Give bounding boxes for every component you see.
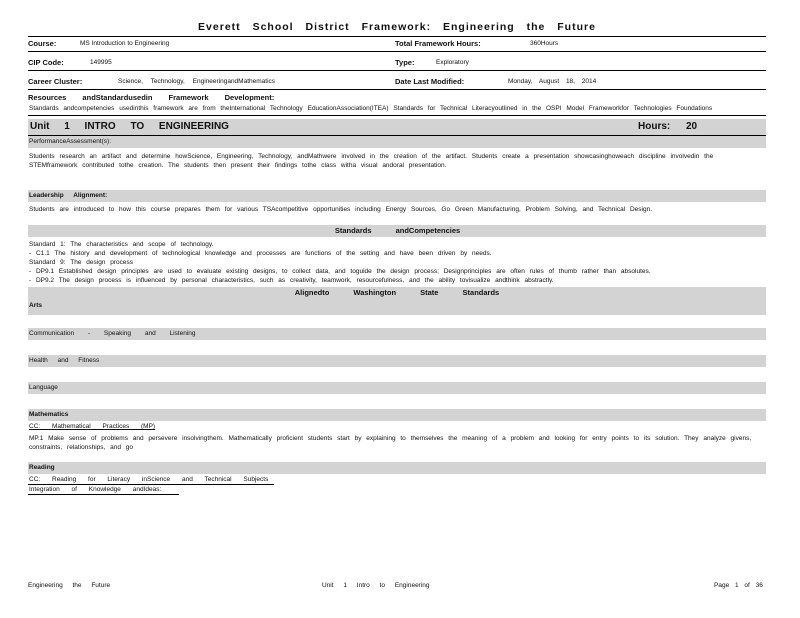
resources-text: Standards andcompetencies usedinthis framework are from theInternational Technology EducationAssociation(ITEA) Standards for Technical Literacyoutlined in the OSPI Model Frameworkfor Technologies Foundations (29, 105, 713, 112)
footer-page-number: Page 1 of 36 (714, 582, 763, 589)
reading-cc: CC: Reading for Literacy inScience and Technical Subjects (28, 475, 274, 485)
competency-dp9-2: - DP9.2 The design process is influenced by personal characteristics, such as creativity, teamwork, resourcefulness, and the ability tovisualize andthink abstractly. (29, 277, 554, 284)
performance-text: Students research an artifact and determine howScience, Engineering, Technology, andMathwere involved in the creation of the artifact. Students create a presentation showcasinghoweach discipline involvedin the STEMframework contributed tothe creation. The students then present their findings tothe class witha visual andoral presentation. (29, 153, 714, 169)
math-practice-text: MP.1 Make sense of problems and persevere insolvingthem. Mathematically proficient students start by explaining to themselves the meaning of a problem and looking for entry points to its solution. They analyze givens, constraints, relationships, and go (29, 435, 752, 451)
cip-value: 149995 (90, 59, 112, 66)
standard-9: Standard 9: The design process (29, 259, 134, 266)
subject-arts: Arts (29, 302, 43, 309)
type-label: Type: (395, 58, 415, 67)
course-row (28, 37, 766, 52)
standards-list (28, 237, 766, 285)
course-label: Course: (28, 39, 57, 48)
aligned-section (28, 287, 766, 315)
math-cc: CC: Mathematical Practices (MP) (29, 423, 156, 430)
total-hours-label: Total Framework Hours: (395, 39, 481, 48)
total-hours-value: 360Hours (530, 40, 559, 47)
subject-mathematics: Mathematics (28, 409, 766, 421)
career-value: Science, Technology, EngineeringandMathematics (118, 78, 276, 85)
resources-heading: Resources andStandardusedin Framework Development: (28, 93, 275, 102)
course-value: MS Introduction to Engineering (80, 40, 170, 47)
subject-reading: Reading (28, 462, 766, 474)
date-label: Date Last Modified: (395, 77, 465, 86)
unit-header (28, 119, 766, 136)
leadership-text: Students are introduced to how this course prepares them for various TSAcompetitive opportunities including Energy Sources, Go Green Manufacturing, Problem Solving, and Technical Design. (29, 206, 653, 213)
cip-row (28, 56, 766, 71)
document-title: Everett School District Framework: Engineering the Future (28, 18, 766, 37)
aligned-heading: Alignedto Washington State Standards (294, 288, 500, 297)
unit-title: Unit 1 INTRO TO ENGINEERING (30, 121, 229, 132)
competency-c1-1: - C1.1 The history and development of technological knowledge and processes are functions of the setting and have been driven by needs. (29, 250, 492, 257)
performance-heading: PerformanceAssessment(s): (28, 136, 766, 148)
cip-label: CIP Code: (28, 58, 64, 67)
resources-section (28, 90, 766, 116)
reading-integration: Integration of Knowledge andIdeas: (28, 485, 179, 495)
subject-communication: Communication - Speaking and Listening (28, 328, 766, 340)
career-row (28, 75, 766, 90)
career-label: Career Cluster: (28, 77, 83, 86)
standards-heading: Standards andCompetencies (28, 225, 766, 237)
unit-hours-value: 20 (686, 121, 698, 132)
unit-hours-label: Hours: (638, 121, 671, 132)
footer-left: Engineering the Future (28, 582, 111, 589)
date-value: Monday, August 18, 2014 (508, 78, 597, 85)
competency-dp9-1: - DP9.1 Established design principles are used to evaluate existing designs, to collect data, and toguide the design process; Designprinciples are often rules of thumb rather than absolutes. (29, 268, 651, 275)
document-page (28, 18, 766, 495)
subject-health: Health and Fitness (28, 355, 766, 367)
standard-1: Standard 1: The characteristics and scope of technology. (29, 241, 214, 248)
subject-language: Language (28, 382, 766, 394)
type-value: Exploratory (436, 59, 469, 66)
leadership-heading: Leadership Alignment: (28, 190, 766, 202)
footer-center: Unit 1 Intro to Engineering (322, 582, 430, 589)
